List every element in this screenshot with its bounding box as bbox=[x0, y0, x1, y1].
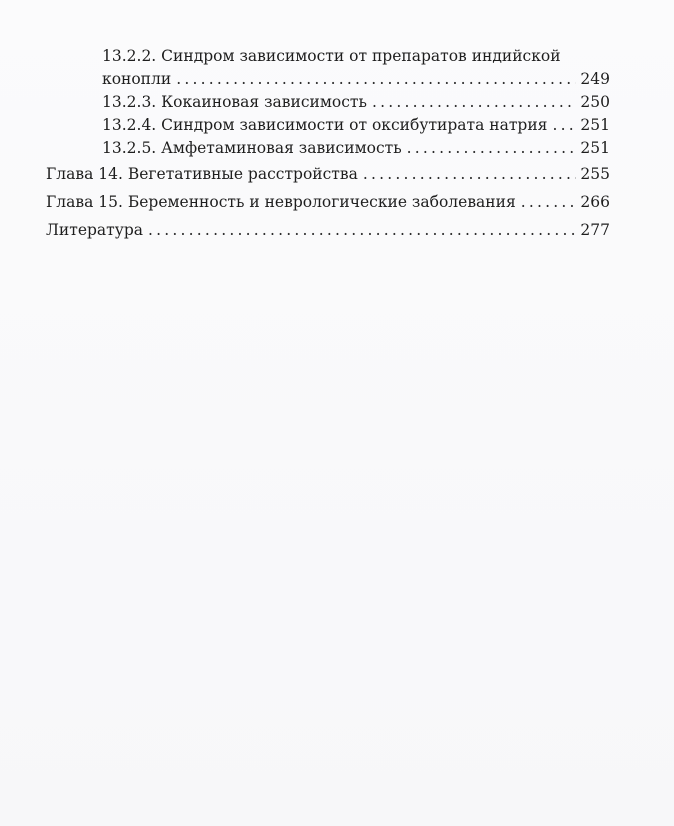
toc-entry-title: Кокаиновая зависимость bbox=[161, 93, 367, 111]
toc-entry-title: Литература bbox=[46, 221, 144, 239]
toc-entry-title: Вегетативные расстройства bbox=[127, 165, 358, 183]
dot-leader bbox=[407, 137, 577, 160]
toc-entry-title: Беременность и неврологические заболевания bbox=[127, 193, 516, 211]
toc-entry-title: Синдром зависимости от оксибутирата натрия bbox=[161, 116, 548, 134]
dot-leader bbox=[148, 219, 576, 242]
toc-entry-13-2-2 bbox=[102, 45, 610, 91]
toc-entry-number: Глава 14. bbox=[46, 165, 123, 183]
toc-page-number: 251 bbox=[580, 139, 610, 157]
toc-entry-chapter-14 bbox=[46, 163, 610, 186]
toc-entry-number: 13.2.2. bbox=[102, 47, 157, 65]
dot-leader bbox=[521, 191, 577, 214]
table-of-contents bbox=[46, 45, 610, 242]
toc-entry-title-line1: Синдром зависимости от препаратов индийской bbox=[161, 47, 561, 65]
toc-page-number: 266 bbox=[580, 193, 610, 211]
toc-page-number: 249 bbox=[580, 70, 610, 88]
toc-entry-chapter-15 bbox=[46, 191, 610, 214]
toc-entry-13-2-3 bbox=[102, 91, 610, 114]
dot-leader bbox=[363, 163, 577, 186]
dot-leader bbox=[176, 68, 576, 91]
dot-leader bbox=[552, 114, 576, 137]
dot-leader bbox=[372, 91, 576, 114]
toc-page-number: 277 bbox=[580, 221, 610, 239]
toc-entry-13-2-4 bbox=[102, 114, 610, 137]
toc-entry-number: 13.2.3. bbox=[102, 93, 157, 111]
toc-page-number: 255 bbox=[580, 165, 610, 183]
toc-entry-number: 13.2.5. bbox=[102, 139, 157, 157]
toc-page-number: 250 bbox=[580, 93, 610, 111]
toc-entry-title-line2: конопли bbox=[102, 70, 172, 88]
toc-entry-references bbox=[46, 219, 610, 242]
toc-page-number: 251 bbox=[580, 116, 610, 134]
toc-entry-number: 13.2.4. bbox=[102, 116, 157, 134]
toc-entry-13-2-5 bbox=[102, 137, 610, 160]
toc-entry-title: Амфетаминовая зависимость bbox=[161, 139, 402, 157]
toc-entry-number: Глава 15. bbox=[46, 193, 123, 211]
